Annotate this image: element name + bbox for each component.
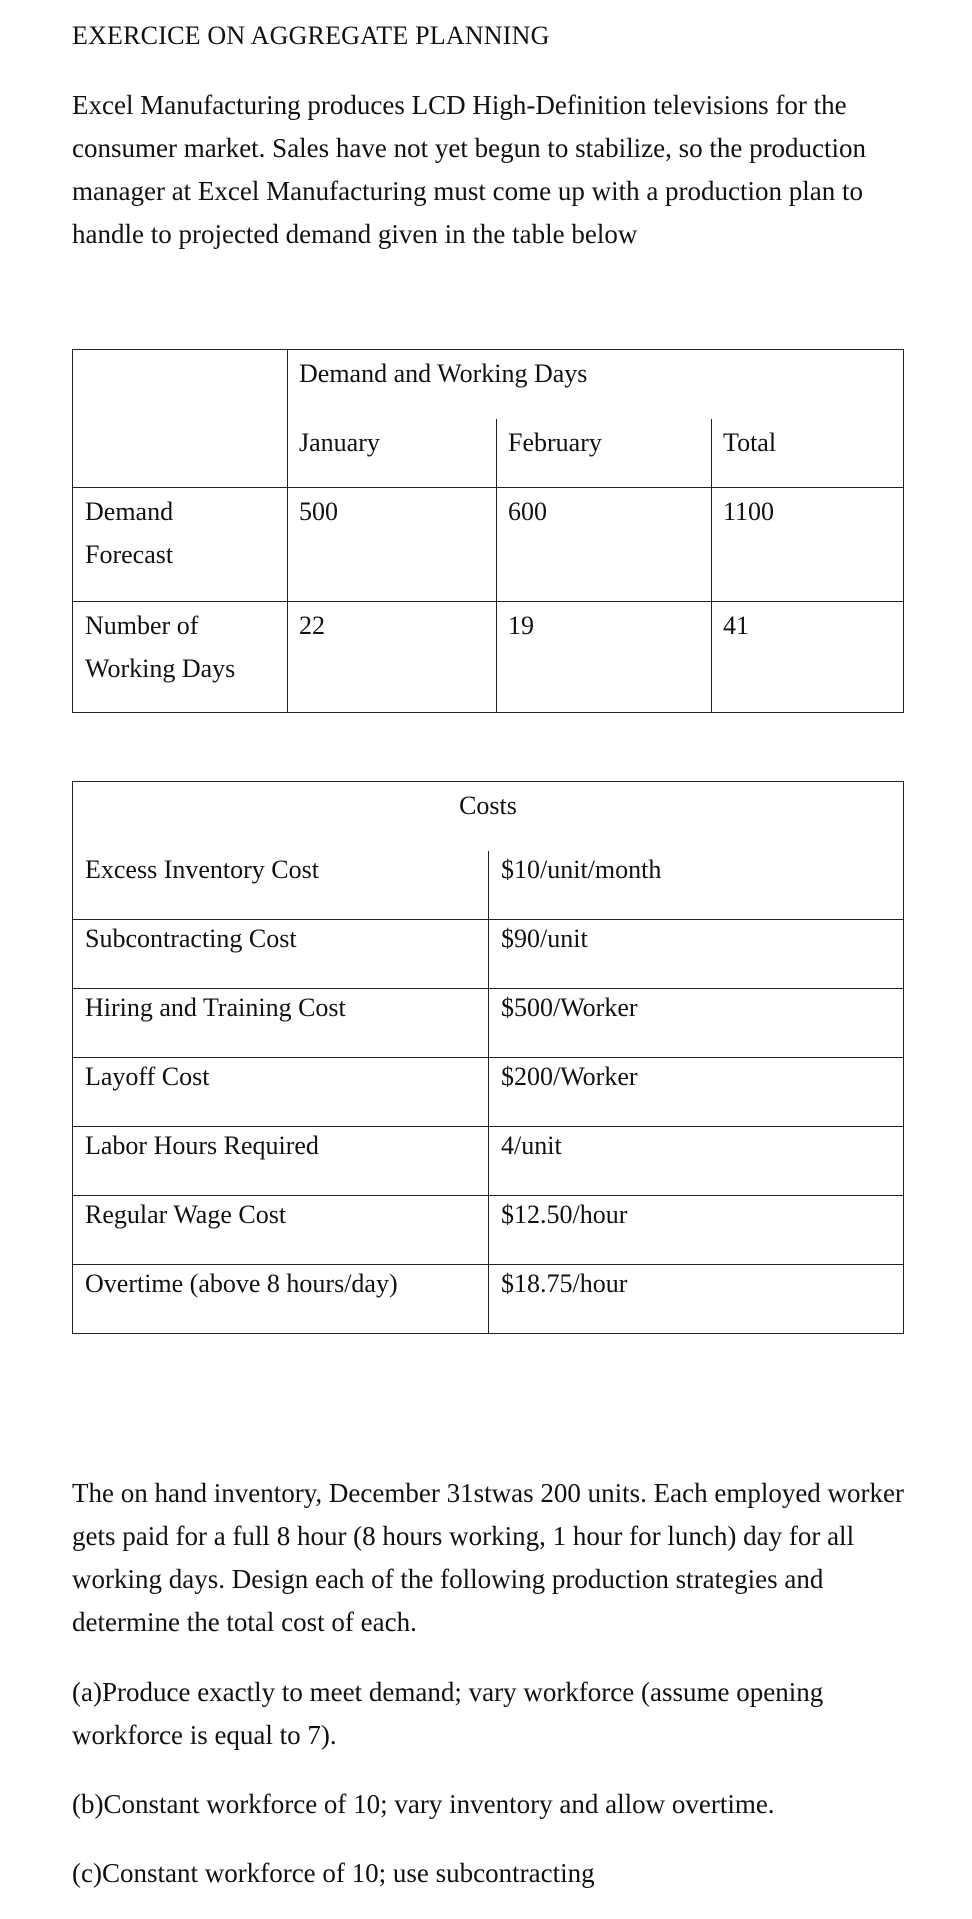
cost-value: $10/unit/month xyxy=(501,855,662,884)
row-label-line: Working Days xyxy=(85,654,236,683)
strategy-b: (b)Constant workforce of 10; vary inventory and allow overtime. xyxy=(72,1789,775,1819)
table-cell: 19 xyxy=(508,611,534,640)
cost-label: Overtime (above 8 hours/day) xyxy=(85,1269,398,1298)
demand-table-heading: Demand and Working Days xyxy=(299,359,588,388)
row-label-line: Demand xyxy=(85,497,174,526)
cost-value: $90/unit xyxy=(501,924,588,953)
table-cell: 1100 xyxy=(723,497,775,526)
intro-paragraph: Excel Manufacturing produces LCD High-Definition televisions for the consumer market. Sales have not yet begun to stabilize, so the production manager at Excel Manufacturing must come up with a production plan to handle to projected demand given in the table below xyxy=(72,90,867,249)
table-cell: 500 xyxy=(299,497,338,526)
table-cell: 41 xyxy=(723,611,749,640)
cost-label: Excess Inventory Cost xyxy=(85,855,319,884)
table-cell: 600 xyxy=(508,497,547,526)
cost-label: Regular Wage Cost xyxy=(85,1200,287,1229)
row-label-line: Forecast xyxy=(85,540,174,569)
cost-label: Layoff Cost xyxy=(85,1062,210,1091)
cost-value: $500/Worker xyxy=(501,993,638,1022)
cost-value: 4/unit xyxy=(501,1131,562,1160)
row-label-demand-forecast xyxy=(73,488,185,576)
cost-table xyxy=(72,781,904,1334)
column-header-total: Total xyxy=(723,428,777,457)
strategy-a: (a)Produce exactly to meet demand; vary workforce (assume opening workforce is equal to 7). xyxy=(72,1677,824,1750)
cost-label: Labor Hours Required xyxy=(85,1131,319,1160)
demand-table xyxy=(72,349,904,713)
cost-table-heading: Costs xyxy=(459,791,517,820)
row-label-line: Number of xyxy=(85,611,199,640)
strategy-c: (c)Constant workforce of 10; use subcontracting xyxy=(72,1858,595,1888)
inventory-paragraph: The on hand inventory, December 31stwas 200 units. Each employed worker gets paid for a full 8 hour (8 hours working, 1 hour for lunch) day for all working days. Design each of the following production strategies and determine the total cost of each. xyxy=(72,1478,905,1637)
cost-label: Subcontracting Cost xyxy=(85,924,297,953)
cost-value: $18.75/hour xyxy=(501,1269,628,1298)
cost-value: $200/Worker xyxy=(501,1062,638,1091)
column-header-january: January xyxy=(299,428,380,457)
cost-value: $12.50/hour xyxy=(501,1200,628,1229)
cost-label: Hiring and Training Cost xyxy=(85,993,346,1022)
table-cell: 22 xyxy=(299,611,325,640)
column-header-february: February xyxy=(508,428,602,457)
row-label-working-days xyxy=(73,602,247,690)
page-title: EXERCICE ON AGGREGATE PLANNING xyxy=(72,21,550,50)
